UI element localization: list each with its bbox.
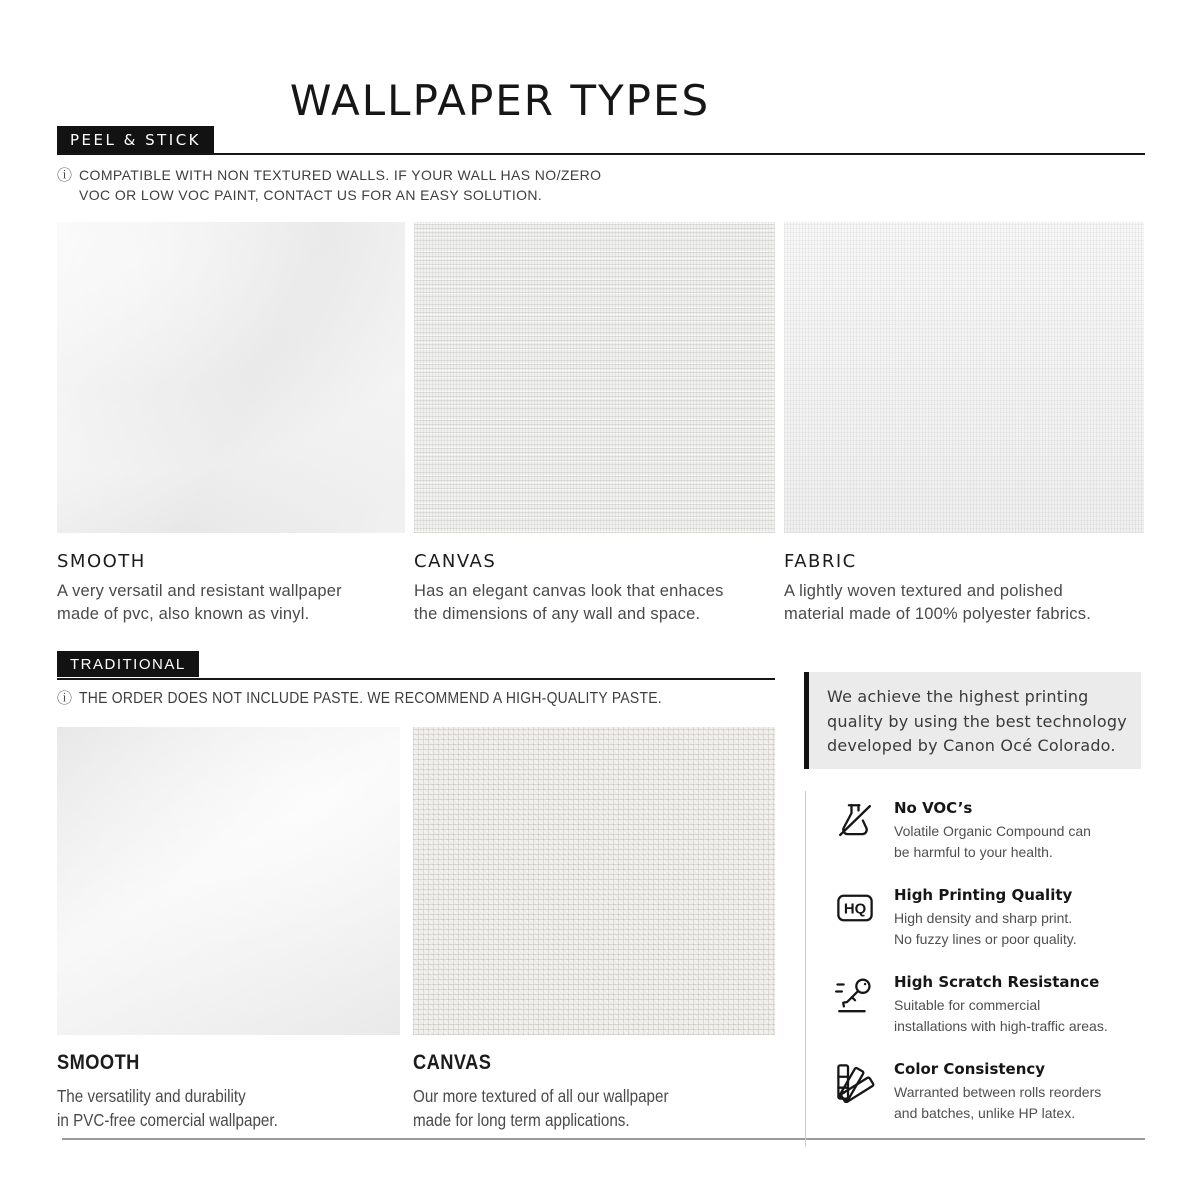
fabric-caption: FABRIC A lightly woven textured and polished material made of 100% polyester fabrics.: [784, 551, 1144, 626]
info-circle-icon: ⓘ: [57, 690, 73, 707]
peel-and-stick-label: PEEL & STICK: [57, 126, 214, 153]
canvas-weave-swatch: [414, 222, 775, 533]
feature-title: Color Consistency: [894, 1060, 1046, 1078]
canvas-caption: CANVAS Has an elegant canvas look that enhaces the dimensions of any wall and space.: [414, 551, 775, 626]
svg-text:HQ: HQ: [843, 901, 867, 918]
traditional-note: [57, 689, 749, 709]
peel-and-stick-note-text: COMPATIBLE WITH NON TEXTURED WALLS. IF YOUR WALL HAS NO/ZERO VOC OR LOW VOC PAINT, CONTACT US FOR AN EASY SOLUTION.: [79, 167, 602, 203]
hq-badge-icon: [834, 887, 876, 929]
printing-quote-box: We achieve the highest printing quality by using the best technology developed by Canon Océ Colorado.: [809, 672, 1141, 769]
coarse-canvas-burlap-swatch: [413, 727, 775, 1035]
color-swatches-icon: [834, 1061, 876, 1103]
feature-no-voc: No VOC’s Volatile Organic Compound can be harmful to your health.: [834, 799, 1150, 863]
page-title: WALLPAPER TYPES: [289, 76, 711, 126]
feature-title: No VOC’s: [894, 799, 973, 817]
feature-color-consistency: Color Consistency Warranted between rolls reorders and batches, unlike HP latex.: [834, 1060, 1150, 1124]
smooth-caption: SMOOTH A very versatil and resistant wallpaper made of pvc, also known as vinyl.: [57, 551, 405, 626]
fabric-title: FABRIC: [784, 551, 857, 572]
fabric-woven-swatch: [784, 222, 1144, 533]
peel-and-stick-swatch-row: [57, 222, 1145, 533]
no-voc-flask-icon: [834, 800, 876, 842]
feature-list: [805, 791, 1150, 1147]
feature-scratch-resistance: High Scratch Resistance Suitable for commercial installations with high-traffic areas.: [834, 973, 1150, 1037]
scratch-key-icon: [834, 974, 876, 1016]
feature-title: High Printing Quality: [894, 886, 1073, 904]
peel-and-stick-note: [57, 166, 601, 205]
smooth-title: SMOOTH: [57, 551, 146, 572]
feature-high-printing-quality: HQ High Printing Quality High density and sharp print. No fuzzy lines or poor quality.: [834, 886, 1150, 950]
canvas-title: CANVAS: [414, 551, 497, 572]
smooth-pvc-free-swatch: [57, 727, 400, 1035]
traditional-section-header: [57, 651, 775, 680]
traditional-canvas-title: CANVAS: [413, 1051, 492, 1074]
traditional-note-text: THE ORDER DOES NOT INCLUDE PASTE. WE RECOMMEND A HIGH-QUALITY PASTE.: [79, 690, 662, 707]
traditional-smooth-caption: SMOOTH The versatility and durability in PVC-free comercial wallpaper.: [57, 1051, 405, 1132]
feature-title: High Scratch Resistance: [894, 973, 1100, 991]
traditional-smooth-title: SMOOTH: [57, 1051, 140, 1074]
info-circle-icon: ⓘ: [57, 167, 73, 184]
peel-and-stick-section-header: [57, 126, 1145, 155]
traditional-swatch-row: [57, 727, 775, 1035]
traditional-label: TRADITIONAL: [57, 651, 199, 677]
traditional-canvas-caption: CANVAS Our more textured of all our wallpaper made for long term applications.: [413, 1051, 778, 1132]
peel-and-stick-captions: [57, 551, 1145, 626]
smooth-vinyl-swatch: [57, 222, 405, 533]
